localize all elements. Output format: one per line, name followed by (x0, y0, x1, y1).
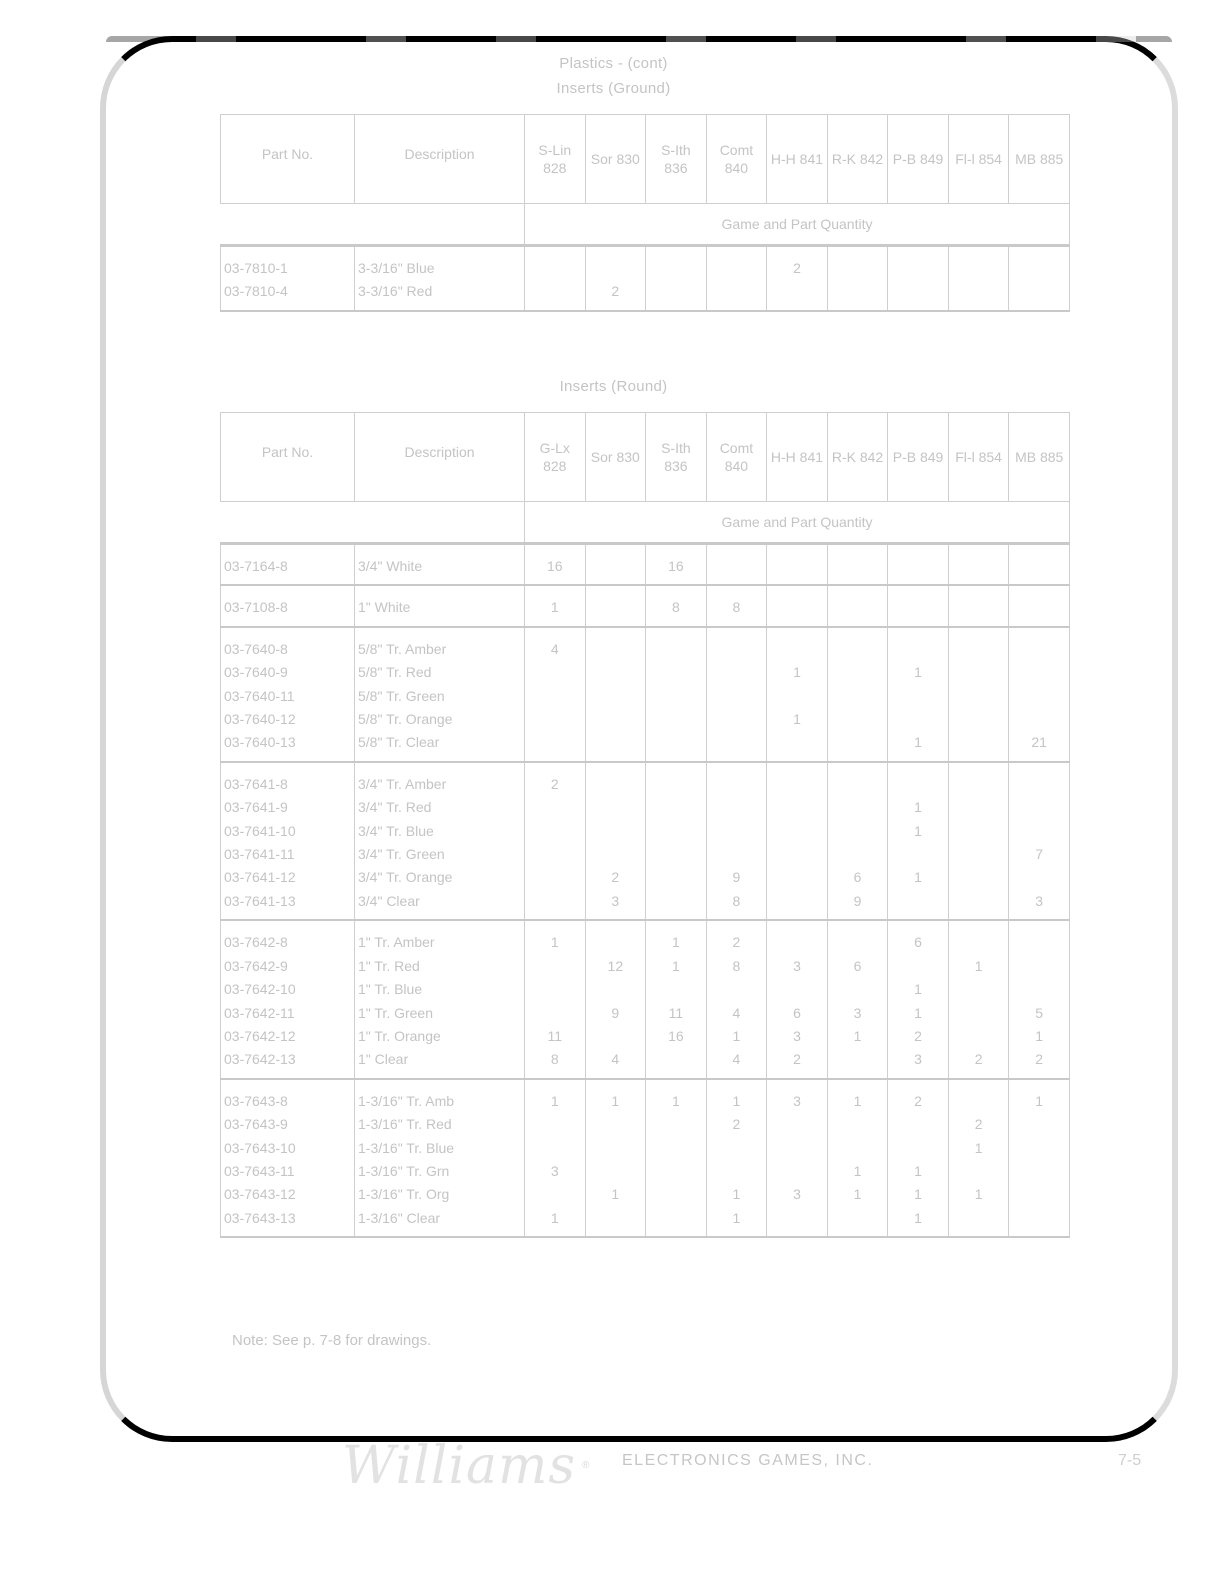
game-header: P-B 849 (888, 413, 949, 502)
quantity-cell: 2 3 (585, 762, 646, 920)
game-header: P-B 849 (888, 115, 949, 204)
part-number-cell: 03-7108-8 (221, 585, 355, 626)
game-header: Fl-l 854 (948, 413, 1009, 502)
part-number-cell: 03-7640-8 03-7640-9 03-7640-11 03-7640-12 03-7640-13 (221, 627, 355, 762)
quantity-cell: 1 2 (948, 920, 1009, 1078)
game-header: S-Lin 828 (525, 115, 586, 204)
quantity-cell (948, 762, 1009, 920)
quantity-cell: 1 1 (585, 1079, 646, 1237)
quantity-cell (827, 585, 888, 626)
quantity-cell (767, 544, 828, 586)
table-row (221, 920, 1070, 1078)
description-header: Description (355, 413, 525, 502)
quantity-cell (827, 544, 888, 586)
quantity-cell (525, 246, 586, 311)
quantity-cell (948, 627, 1009, 762)
table-row (221, 246, 1070, 311)
part-no-header: Part No. (221, 115, 355, 204)
qty-label: Game and Part Quantity (525, 204, 1070, 246)
quantity-cell: 2 1 1 1 (888, 1079, 949, 1237)
header-row (221, 413, 1070, 502)
company-name: ELECTRONICS GAMES, INC. (622, 1452, 874, 1469)
quantity-cell: 6 9 (827, 762, 888, 920)
quantity-cell (827, 246, 888, 311)
inserts-round-table (220, 412, 1070, 1238)
table-row (221, 627, 1070, 762)
game-header: Fl-l 854 (948, 115, 1009, 204)
quantity-cell (585, 627, 646, 762)
table-row (221, 762, 1070, 920)
quantity-cell (1009, 544, 1070, 586)
quantity-cell (767, 585, 828, 626)
game-header: R-K 842 (827, 115, 888, 204)
game-header: Sor 830 (585, 115, 646, 204)
quantity-cell: 1 1 1 (827, 1079, 888, 1237)
blank-cell (221, 204, 525, 246)
game-header: S-Ith 836 (646, 115, 707, 204)
drawings-note: Note: See p. 7-8 for drawings. (232, 1332, 432, 1349)
quantity-cell: 1 1 11 16 (646, 920, 707, 1078)
description-cell: 3/4" White (355, 544, 525, 586)
quantity-cell: 1 (525, 585, 586, 626)
description-header: Description (355, 115, 525, 204)
quantity-cell (706, 246, 767, 311)
quantity-cell: 3 6 3 2 (767, 920, 828, 1078)
quantity-cell: 1 11 8 (525, 920, 586, 1078)
game-header: Sor 830 (585, 413, 646, 502)
quantity-cell: 5 1 2 (1009, 920, 1070, 1078)
quantity-cell: 2 (585, 246, 646, 311)
part-number-cell: 03-7642-8 03-7642-9 03-7642-10 03-7642-11 03-7642-12 03-7642-13 (221, 920, 355, 1078)
game-header: MB 885 (1009, 413, 1070, 502)
part-number-cell: 03-7643-8 03-7643-9 03-7643-10 03-7643-11 03-7643-12 03-7643-13 (221, 1079, 355, 1237)
quantity-cell (646, 246, 707, 311)
quantity-cell: 16 (525, 544, 586, 586)
quantity-cell: 2 1 1 (948, 1079, 1009, 1237)
section-title: Plastics - (cont) (559, 55, 668, 72)
quantity-cell (706, 544, 767, 586)
description-cell: 1" Tr. Amber 1" Tr. Red 1" Tr. Blue 1" Tr. Green 1" Tr. Orange 1" Clear (355, 920, 525, 1078)
quantity-cell: 8 (646, 585, 707, 626)
table2-title: Inserts (Round) (559, 378, 668, 395)
game-header: H-H 841 (767, 115, 828, 204)
quantity-cell (585, 544, 646, 586)
quantity-cell (585, 585, 646, 626)
header-row (221, 115, 1070, 204)
quantity-cell (948, 544, 1009, 586)
quantity-cell: 2 8 4 1 4 (706, 920, 767, 1078)
quantity-cell: 3 3 (767, 1079, 828, 1237)
quantity-cell: 1 1 (767, 627, 828, 762)
part-number-cell: 03-7641-8 03-7641-9 03-7641-10 03-7641-11 03-7641-12 03-7641-13 (221, 762, 355, 920)
quantity-cell: 16 (646, 544, 707, 586)
qty-label-row (221, 502, 1070, 544)
quantity-cell: 1 2 1 1 (706, 1079, 767, 1237)
description-cell: 1-3/16" Tr. Amb 1-3/16" Tr. Red 1-3/16" Tr. Blue 1-3/16" Tr. Grn 1-3/16" Tr. Org 1-3/16" Clear (355, 1079, 525, 1237)
williams-logo: Williams (342, 1436, 577, 1496)
quantity-cell: 8 (706, 585, 767, 626)
quantity-cell (888, 544, 949, 586)
description-cell: 3/4" Tr. Amber 3/4" Tr. Red 3/4" Tr. Blue 3/4" Tr. Green 3/4" Tr. Orange 3/4" Clear (355, 762, 525, 920)
part-number-cell: 03-7164-8 (221, 544, 355, 586)
quantity-cell: 7 3 (1009, 762, 1070, 920)
inserts-ground-table (220, 114, 1070, 312)
description-cell: 3-3/16" Blue 3-3/16" Red (355, 246, 525, 311)
table1-title: Inserts (Ground) (556, 80, 671, 97)
quantity-cell (827, 627, 888, 762)
quantity-cell (767, 762, 828, 920)
quantity-cell (948, 585, 1009, 626)
quantity-cell: 1 3 1 (525, 1079, 586, 1237)
quantity-cell (888, 585, 949, 626)
quantity-cell (1009, 246, 1070, 311)
quantity-cell (948, 246, 1009, 311)
qty-label: Game and Part Quantity (525, 502, 1070, 544)
game-header: R-K 842 (827, 413, 888, 502)
table-row (221, 585, 1070, 626)
quantity-cell: 9 8 (706, 762, 767, 920)
table-row (221, 1079, 1070, 1237)
quantity-cell: 4 (525, 627, 586, 762)
quantity-cell (888, 246, 949, 311)
description-cell: 1" White (355, 585, 525, 626)
quantity-cell (706, 627, 767, 762)
game-header: G-Lx 828 (525, 413, 586, 502)
quantity-cell: 6 1 1 2 3 (888, 920, 949, 1078)
quantity-cell: 1 1 (888, 627, 949, 762)
quantity-cell: 12 9 4 (585, 920, 646, 1078)
game-header: Comt 840 (706, 413, 767, 502)
quantity-cell: 1 (1009, 1079, 1070, 1237)
registered-mark: ® (582, 1460, 590, 1471)
description-cell: 5/8" Tr. Amber 5/8" Tr. Red 5/8" Tr. Green 5/8" Tr. Orange 5/8" Tr. Clear (355, 627, 525, 762)
game-header: S-Ith 836 (646, 413, 707, 502)
quantity-cell: 1 (646, 1079, 707, 1237)
quantity-cell (646, 762, 707, 920)
page-number: 7-5 (1118, 1452, 1142, 1469)
quantity-cell: 21 (1009, 627, 1070, 762)
quantity-cell: 1 1 1 (888, 762, 949, 920)
quantity-cell: 6 3 1 (827, 920, 888, 1078)
table-row (221, 544, 1070, 586)
qty-label-row (221, 204, 1070, 246)
quantity-cell (1009, 585, 1070, 626)
game-header: H-H 841 (767, 413, 828, 502)
quantity-cell (646, 627, 707, 762)
part-number-cell: 03-7810-1 03-7810-4 (221, 246, 355, 311)
quantity-cell: 2 (767, 246, 828, 311)
part-no-header: Part No. (221, 413, 355, 502)
quantity-cell: 2 (525, 762, 586, 920)
game-header: Comt 840 (706, 115, 767, 204)
game-header: MB 885 (1009, 115, 1070, 204)
blank-cell (221, 502, 525, 544)
